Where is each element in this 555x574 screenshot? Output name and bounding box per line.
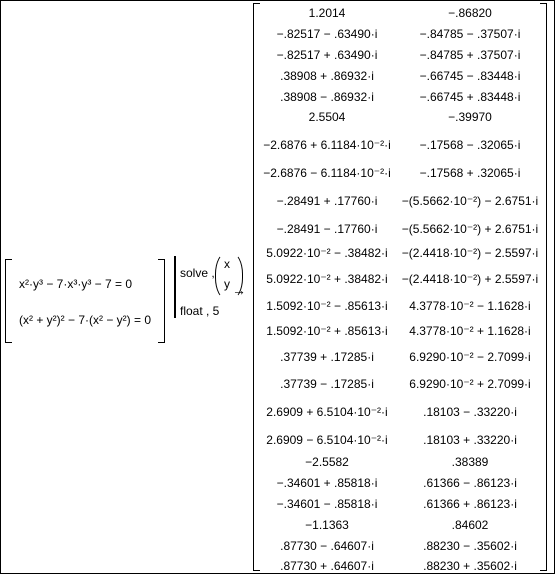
result-x-cell: −.28491 + .17760·i <box>276 194 378 208</box>
result-y-cell: −.84785 − .37507·i <box>419 27 521 41</box>
result-y-cell: .88230 + .35602·i <box>423 559 517 573</box>
solve-keyword[interactable]: solve , <box>180 266 215 280</box>
result-y-cell: −.66745 + .83448·i <box>419 90 521 104</box>
result-x-cell: 2.5504 <box>308 110 346 124</box>
result-y-cell: −.17568 + .32065·i <box>419 166 521 180</box>
result-y-cell: 6.9290·10⁻² − 2.7099·i <box>409 350 531 364</box>
result-x-cell: 5.0922·10⁻² − .38482·i <box>266 246 388 260</box>
result-y-cell: −.86820 <box>448 6 492 20</box>
result-y-cell: .38389 <box>451 455 489 469</box>
variable-x[interactable]: x <box>224 257 230 271</box>
result-x-cell: −2.6876 + 6.1184·10⁻²·i <box>263 138 391 152</box>
equation-2[interactable]: (x² + y²)² − 7·(x² − y²) = 0 <box>19 313 152 327</box>
result-x-cell: −2.5582 <box>305 455 349 469</box>
result-y-cell: −.39970 <box>448 110 492 124</box>
variable-y[interactable]: y <box>224 277 230 291</box>
equation-1[interactable]: x²·y³ − 7·x³·y³ − 7 = 0 <box>19 277 133 291</box>
result-x-cell: −.28491 − .17760·i <box>276 222 378 236</box>
result-y-cell: −(5.5662·10⁻²) + 2.6751·i <box>401 222 539 236</box>
float-keyword[interactable]: float , 5 <box>180 304 220 318</box>
result-y-cell: −.17568 − .32065·i <box>419 138 521 152</box>
result-y-cell: −.84785 + .37507·i <box>419 48 521 62</box>
result-y-cell: −(2.4418·10⁻²) − 2.5597·i <box>401 246 539 260</box>
result-x-cell: .38908 − .86932·i <box>280 90 374 104</box>
result-x-cell: .37739 + .17285·i <box>280 350 374 364</box>
result-x-cell: 1.2014 <box>308 6 346 20</box>
result-x-cell: −1.1363 <box>305 518 349 532</box>
result-x-cell: −.34601 + .85818·i <box>276 476 378 490</box>
equation-system-matrix[interactable] <box>5 259 165 343</box>
result-y-cell: .18103 + .33220·i <box>423 433 517 447</box>
evaluation-arrow-icon: → <box>232 282 246 298</box>
result-y-cell: .18103 − .33220·i <box>423 405 517 419</box>
result-x-cell: −2.6876 − 6.1184·10⁻²·i <box>263 166 391 180</box>
result-y-cell: −.66745 − .83448·i <box>419 69 521 83</box>
result-x-cell: 1.5092·10⁻² − .85613·i <box>266 299 388 313</box>
result-y-cell: .88230 − .35602·i <box>423 539 517 553</box>
result-x-cell: 1.5092·10⁻² + .85613·i <box>266 324 388 338</box>
result-x-cell: −.34601 − .85818·i <box>276 497 378 511</box>
result-x-cell: 2.6909 + 6.5104·10⁻²·i <box>266 405 388 419</box>
result-x-cell: −.82517 − .63490·i <box>276 27 378 41</box>
result-x-cell: −.82517 + .63490·i <box>276 48 378 62</box>
result-right-bracket <box>540 3 547 571</box>
result-y-cell: −(5.5662·10⁻²) − 2.6751·i <box>401 194 539 208</box>
result-y-cell: .61366 − .86123·i <box>423 476 517 490</box>
result-y-cell: 6.9290·10⁻² + 2.7099·i <box>409 377 531 391</box>
result-x-cell: .37739 − .17285·i <box>280 377 374 391</box>
result-y-cell: .61366 + .86123·i <box>423 497 517 511</box>
left-bracket <box>5 259 12 343</box>
result-x-cell: 2.6909 − 6.5104·10⁻²·i <box>266 433 388 447</box>
result-matrix[interactable] <box>253 3 555 571</box>
right-bracket <box>158 259 165 343</box>
result-y-cell: 4.3778·10⁻² + 1.1628·i <box>409 324 531 338</box>
result-y-cell: −(2.4418·10⁻²) + 2.5597·i <box>401 272 539 286</box>
result-x-cell: .87730 + .64607·i <box>280 559 374 573</box>
keyword-separator-bar <box>174 256 176 318</box>
result-x-cell: .87730 − .64607·i <box>280 539 374 553</box>
result-y-cell: .84602 <box>451 518 489 532</box>
result-y-cell: 4.3778·10⁻² − 1.1628·i <box>409 299 531 313</box>
result-x-cell: .38908 + .86932·i <box>280 69 374 83</box>
result-x-cell: 5.0922·10⁻² + .38482·i <box>266 272 388 286</box>
